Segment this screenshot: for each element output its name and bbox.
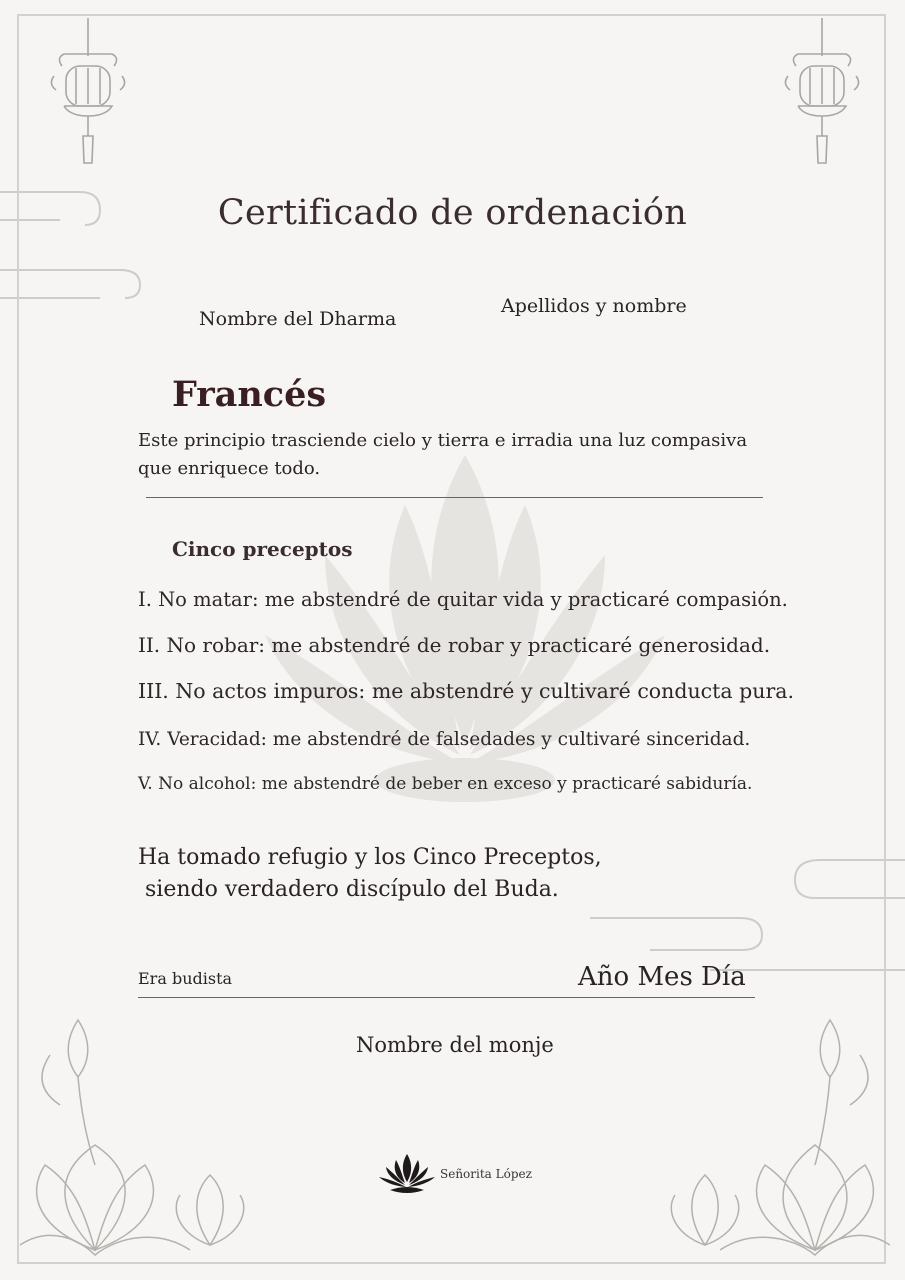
refuge-line-1: Ha tomado refugio y los Cinco Preceptos, [138, 845, 602, 870]
dharma-description: Este principio trasciende cielo y tierra e irradia una luz compasiva que enriquece todo. [138, 430, 748, 479]
full-name-label: Apellidos y nombre [501, 295, 687, 317]
precept-item: V. No alcohol: me abstendré de beber en exceso y practicaré sabiduría. [138, 774, 753, 794]
era-label: Era budista [138, 969, 233, 988]
certificate-title: Certificado de ordenación [217, 193, 688, 233]
lotus-flower-icon [650, 1015, 890, 1265]
refuge-statement [138, 842, 602, 906]
signature-line [138, 997, 755, 998]
dharma-name-value: Francés [172, 374, 327, 415]
precept-item: IV. Veracidad: me abstendré de falsedades y cultivaré sinceridad. [138, 729, 751, 750]
date-label: Año Mes Día [578, 962, 746, 992]
lantern-icon [48, 18, 128, 168]
brand-name: Señorita López [440, 1167, 532, 1181]
monk-name-label: Nombre del monje [356, 1033, 554, 1057]
dharma-name-label: Nombre del Dharma [199, 308, 397, 330]
refuge-line-2: siendo verdadero discípulo del Buda. [138, 877, 559, 902]
precepts-heading: Cinco preceptos [172, 537, 353, 561]
lotus-flower-icon [20, 1015, 260, 1265]
lantern-icon [782, 18, 862, 168]
precept-item: I. No matar: me abstendré de quitar vida y practicaré compasión. [138, 588, 788, 611]
divider-line [146, 497, 763, 498]
lotus-logo-icon [378, 1150, 436, 1198]
precept-item: III. No actos impuros: me abstendré y cultivaré conducta pura. [138, 679, 794, 703]
precept-item: II. No robar: me abstendré de robar y practicaré generosidad. [138, 633, 771, 657]
